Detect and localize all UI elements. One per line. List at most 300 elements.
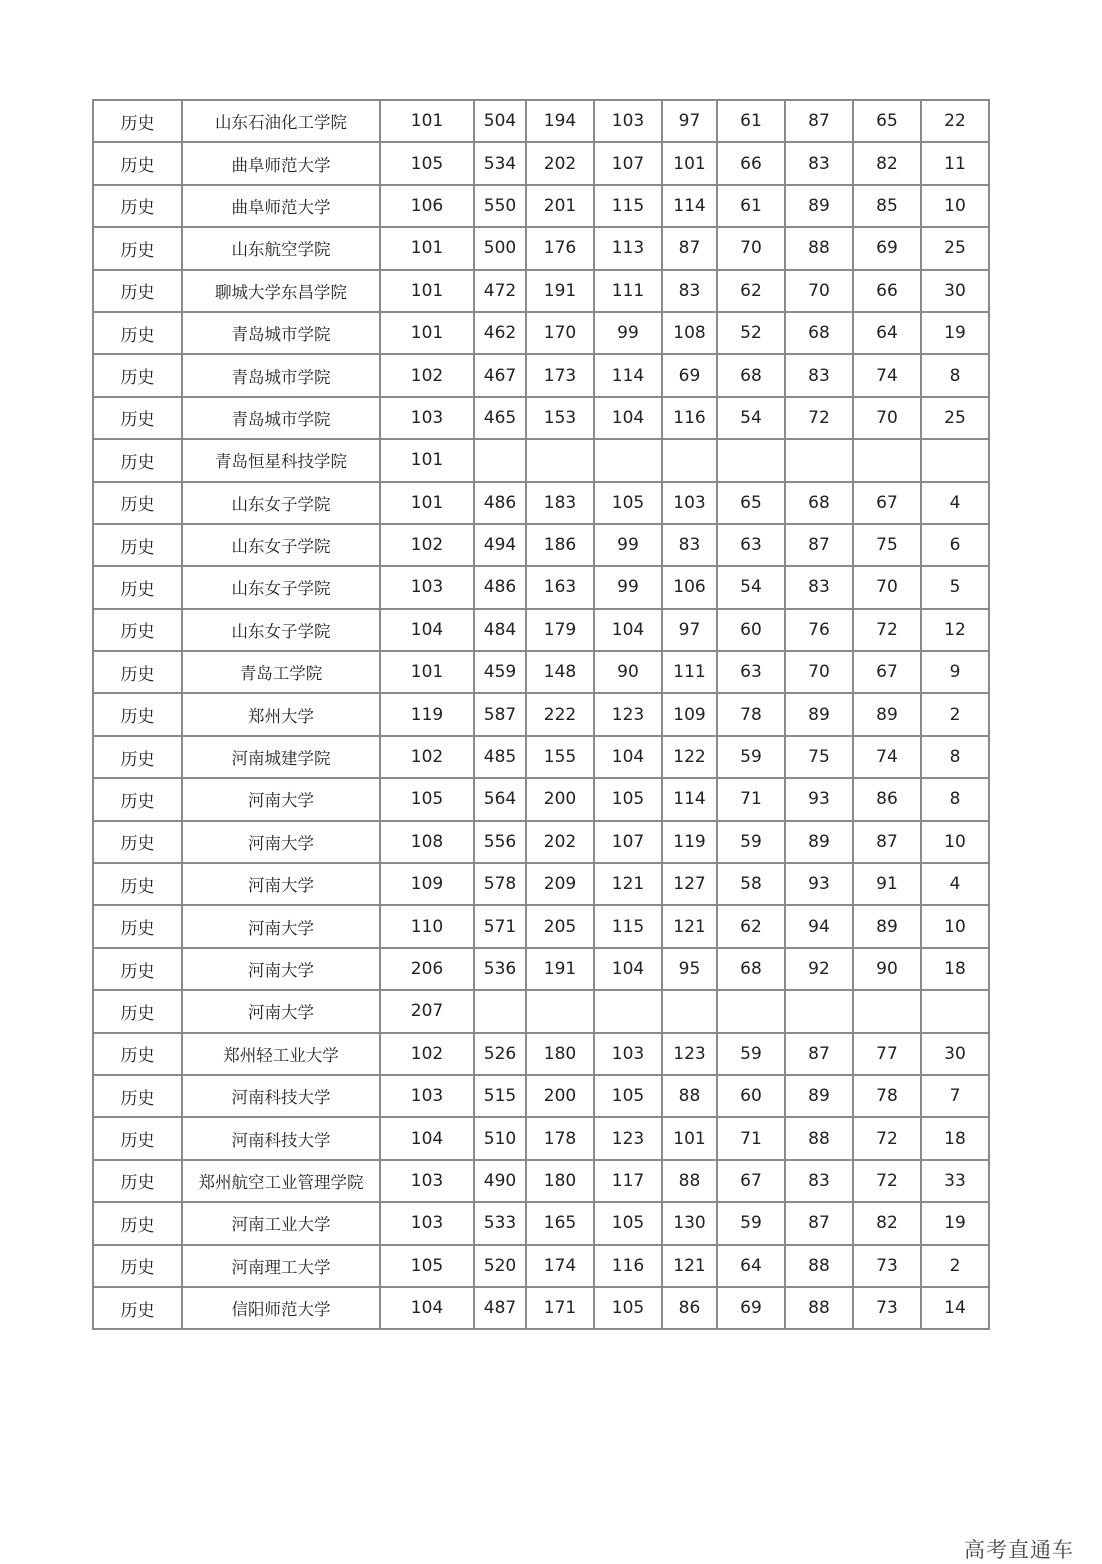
school-cell: 河南工业大学	[182, 1202, 380, 1244]
major-group-cell: 110	[380, 905, 474, 947]
score-cell: 88	[785, 227, 853, 269]
subject-cell: 历史	[93, 778, 182, 820]
score-cell: 10	[921, 905, 989, 947]
major-group-cell: 104	[380, 1117, 474, 1159]
score-cell: 69	[853, 227, 921, 269]
subject-cell: 历史	[93, 397, 182, 439]
school-cell: 河南大学	[182, 990, 380, 1032]
table-row	[93, 1075, 989, 1117]
score-cell: 76	[785, 609, 853, 651]
score-cell	[717, 990, 785, 1032]
score-cell: 62	[717, 905, 785, 947]
subject-cell: 历史	[93, 1287, 182, 1329]
table-row	[93, 990, 989, 1032]
subject-cell: 历史	[93, 566, 182, 608]
table-row	[93, 651, 989, 693]
table-row	[93, 270, 989, 312]
major-group-cell: 103	[380, 1160, 474, 1202]
score-cell: 191	[526, 948, 594, 990]
score-cell: 70	[785, 651, 853, 693]
major-group-cell: 106	[380, 185, 474, 227]
score-cell: 59	[717, 736, 785, 778]
school-cell: 山东航空学院	[182, 227, 380, 269]
score-cell: 123	[662, 1033, 717, 1075]
score-cell: 115	[594, 185, 662, 227]
school-cell: 河南理工大学	[182, 1245, 380, 1287]
score-cell: 88	[785, 1117, 853, 1159]
score-cell: 95	[662, 948, 717, 990]
school-cell: 信阳师范大学	[182, 1287, 380, 1329]
score-cell	[526, 439, 594, 481]
score-cell: 2	[921, 1245, 989, 1287]
score-cell: 119	[662, 821, 717, 863]
score-cell: 114	[662, 185, 717, 227]
score-cell: 75	[853, 524, 921, 566]
score-cell: 485	[474, 736, 526, 778]
score-cell: 70	[717, 227, 785, 269]
school-cell: 曲阜师范大学	[182, 185, 380, 227]
score-cell: 578	[474, 863, 526, 905]
score-cell: 93	[785, 778, 853, 820]
score-cell: 83	[785, 1160, 853, 1202]
major-group-cell: 105	[380, 778, 474, 820]
score-cell: 108	[662, 312, 717, 354]
subject-cell: 历史	[93, 863, 182, 905]
table-row	[93, 736, 989, 778]
school-cell: 山东女子学院	[182, 482, 380, 524]
score-cell: 4	[921, 482, 989, 524]
table-row	[93, 609, 989, 651]
score-cell: 105	[594, 1202, 662, 1244]
subject-cell: 历史	[93, 948, 182, 990]
school-cell: 山东石油化工学院	[182, 100, 380, 142]
score-cell: 99	[594, 566, 662, 608]
score-cell: 72	[853, 1117, 921, 1159]
score-cell: 186	[526, 524, 594, 566]
score-cell: 10	[921, 185, 989, 227]
score-cell: 83	[785, 142, 853, 184]
score-cell: 486	[474, 482, 526, 524]
score-cell: 18	[921, 1117, 989, 1159]
score-cell: 14	[921, 1287, 989, 1329]
score-cell	[526, 990, 594, 1032]
score-cell: 494	[474, 524, 526, 566]
score-cell: 58	[717, 863, 785, 905]
subject-cell: 历史	[93, 439, 182, 481]
score-cell: 69	[662, 354, 717, 396]
subject-cell: 历史	[93, 1160, 182, 1202]
score-cell: 117	[594, 1160, 662, 1202]
school-cell: 河南大学	[182, 905, 380, 947]
score-cell: 68	[785, 312, 853, 354]
score-cell: 89	[785, 1075, 853, 1117]
score-cell: 89	[853, 693, 921, 735]
school-cell: 青岛恒星科技学院	[182, 439, 380, 481]
score-cell: 61	[717, 100, 785, 142]
score-cell: 123	[594, 1117, 662, 1159]
major-group-cell: 105	[380, 142, 474, 184]
score-cell: 67	[717, 1160, 785, 1202]
score-cell: 510	[474, 1117, 526, 1159]
score-cell: 68	[717, 948, 785, 990]
score-cell: 173	[526, 354, 594, 396]
score-cell: 90	[853, 948, 921, 990]
score-cell: 467	[474, 354, 526, 396]
score-cell: 111	[594, 270, 662, 312]
school-cell: 郑州航空工业管理学院	[182, 1160, 380, 1202]
major-group-cell: 101	[380, 227, 474, 269]
score-cell: 121	[662, 1245, 717, 1287]
score-cell: 200	[526, 778, 594, 820]
table-row	[93, 185, 989, 227]
score-cell	[474, 439, 526, 481]
score-cell: 61	[717, 185, 785, 227]
score-cell: 179	[526, 609, 594, 651]
subject-cell: 历史	[93, 821, 182, 863]
major-group-cell: 101	[380, 100, 474, 142]
score-cell: 68	[785, 482, 853, 524]
score-cell: 178	[526, 1117, 594, 1159]
score-cell: 88	[785, 1287, 853, 1329]
score-cell: 87	[785, 1202, 853, 1244]
score-cell: 107	[594, 142, 662, 184]
table-row	[93, 482, 989, 524]
score-cell: 115	[594, 905, 662, 947]
score-cell: 174	[526, 1245, 594, 1287]
subject-cell: 历史	[93, 651, 182, 693]
score-cell: 587	[474, 693, 526, 735]
score-cell: 171	[526, 1287, 594, 1329]
subject-cell: 历史	[93, 312, 182, 354]
score-cell: 180	[526, 1033, 594, 1075]
score-cell: 165	[526, 1202, 594, 1244]
score-cell: 72	[853, 1160, 921, 1202]
score-cell: 550	[474, 185, 526, 227]
score-cell: 114	[594, 354, 662, 396]
score-cell: 82	[853, 1202, 921, 1244]
score-cell: 60	[717, 1075, 785, 1117]
school-cell: 河南大学	[182, 948, 380, 990]
score-cell: 67	[853, 482, 921, 524]
subject-cell: 历史	[93, 609, 182, 651]
score-cell: 86	[853, 778, 921, 820]
major-group-cell: 109	[380, 863, 474, 905]
score-cell: 153	[526, 397, 594, 439]
score-cell: 59	[717, 821, 785, 863]
score-cell: 526	[474, 1033, 526, 1075]
score-cell: 571	[474, 905, 526, 947]
score-cell	[853, 439, 921, 481]
school-cell: 河南大学	[182, 863, 380, 905]
score-cell: 205	[526, 905, 594, 947]
table-row	[93, 905, 989, 947]
score-cell: 459	[474, 651, 526, 693]
score-cell: 104	[594, 736, 662, 778]
score-cell: 59	[717, 1033, 785, 1075]
table-row	[93, 693, 989, 735]
score-cell: 72	[785, 397, 853, 439]
score-cell: 536	[474, 948, 526, 990]
score-cell: 19	[921, 1202, 989, 1244]
major-group-cell: 119	[380, 693, 474, 735]
score-cell: 202	[526, 821, 594, 863]
score-cell: 194	[526, 100, 594, 142]
score-cell: 116	[662, 397, 717, 439]
score-cell: 97	[662, 609, 717, 651]
score-cell: 515	[474, 1075, 526, 1117]
score-cell: 88	[662, 1160, 717, 1202]
score-cell: 4	[921, 863, 989, 905]
major-group-cell: 104	[380, 609, 474, 651]
table-row	[93, 821, 989, 863]
score-cell: 75	[785, 736, 853, 778]
score-cell: 89	[853, 905, 921, 947]
score-cell: 121	[594, 863, 662, 905]
major-group-cell: 101	[380, 439, 474, 481]
score-cell: 155	[526, 736, 594, 778]
subject-cell: 历史	[93, 185, 182, 227]
major-group-cell: 103	[380, 397, 474, 439]
major-group-cell: 101	[380, 270, 474, 312]
score-cell: 87	[853, 821, 921, 863]
score-cell: 88	[662, 1075, 717, 1117]
score-cell: 6	[921, 524, 989, 566]
score-cell: 99	[594, 524, 662, 566]
school-cell: 河南大学	[182, 778, 380, 820]
score-cell: 122	[662, 736, 717, 778]
score-cell: 91	[853, 863, 921, 905]
score-cell: 7	[921, 1075, 989, 1117]
subject-cell: 历史	[93, 482, 182, 524]
major-group-cell: 101	[380, 312, 474, 354]
score-cell: 202	[526, 142, 594, 184]
score-cell: 90	[594, 651, 662, 693]
score-cell: 8	[921, 354, 989, 396]
score-cell: 2	[921, 693, 989, 735]
score-cell: 99	[594, 312, 662, 354]
score-cell: 11	[921, 142, 989, 184]
score-cell	[785, 439, 853, 481]
table-row	[93, 1160, 989, 1202]
score-cell: 130	[662, 1202, 717, 1244]
table-body	[93, 100, 989, 1329]
score-cell: 66	[853, 270, 921, 312]
score-cell: 64	[853, 312, 921, 354]
score-cell: 183	[526, 482, 594, 524]
major-group-cell: 108	[380, 821, 474, 863]
score-cell: 487	[474, 1287, 526, 1329]
score-cell: 30	[921, 270, 989, 312]
score-table	[92, 99, 990, 1330]
school-cell: 青岛工学院	[182, 651, 380, 693]
score-cell: 123	[594, 693, 662, 735]
score-cell: 148	[526, 651, 594, 693]
score-cell: 52	[717, 312, 785, 354]
score-cell: 520	[474, 1245, 526, 1287]
score-cell: 101	[662, 1117, 717, 1159]
subject-cell: 历史	[93, 736, 182, 778]
score-cell: 9	[921, 651, 989, 693]
major-group-cell: 105	[380, 1245, 474, 1287]
score-cell: 68	[717, 354, 785, 396]
score-cell: 5	[921, 566, 989, 608]
score-cell: 105	[594, 482, 662, 524]
score-cell: 209	[526, 863, 594, 905]
table-row	[93, 1033, 989, 1075]
score-cell	[717, 439, 785, 481]
major-group-cell: 101	[380, 482, 474, 524]
score-cell: 86	[662, 1287, 717, 1329]
score-cell: 71	[717, 1117, 785, 1159]
score-cell: 104	[594, 948, 662, 990]
table-row	[93, 863, 989, 905]
score-cell: 73	[853, 1245, 921, 1287]
major-group-cell: 206	[380, 948, 474, 990]
score-cell: 105	[594, 1075, 662, 1117]
score-cell: 62	[717, 270, 785, 312]
table-row	[93, 1117, 989, 1159]
score-cell: 33	[921, 1160, 989, 1202]
table-row	[93, 227, 989, 269]
subject-cell: 历史	[93, 142, 182, 184]
school-cell: 山东女子学院	[182, 609, 380, 651]
score-cell: 121	[662, 905, 717, 947]
score-cell: 87	[785, 524, 853, 566]
school-cell: 河南大学	[182, 821, 380, 863]
score-cell: 63	[717, 524, 785, 566]
score-cell: 69	[717, 1287, 785, 1329]
score-cell: 87	[785, 1033, 853, 1075]
table-row	[93, 142, 989, 184]
score-cell: 83	[662, 524, 717, 566]
score-cell: 88	[785, 1245, 853, 1287]
score-cell: 70	[785, 270, 853, 312]
school-cell: 河南科技大学	[182, 1075, 380, 1117]
score-cell: 222	[526, 693, 594, 735]
score-cell: 201	[526, 185, 594, 227]
table-row	[93, 100, 989, 142]
score-cell	[662, 990, 717, 1032]
score-cell: 103	[662, 482, 717, 524]
major-group-cell: 101	[380, 651, 474, 693]
score-cell: 19	[921, 312, 989, 354]
school-cell: 聊城大学东昌学院	[182, 270, 380, 312]
score-cell: 74	[853, 736, 921, 778]
score-cell: 111	[662, 651, 717, 693]
score-cell: 504	[474, 100, 526, 142]
score-cell: 97	[662, 100, 717, 142]
subject-cell: 历史	[93, 990, 182, 1032]
score-cell: 109	[662, 693, 717, 735]
score-cell: 25	[921, 397, 989, 439]
score-cell: 78	[853, 1075, 921, 1117]
score-cell: 484	[474, 609, 526, 651]
table-row	[93, 1202, 989, 1244]
score-cell: 94	[785, 905, 853, 947]
score-cell: 170	[526, 312, 594, 354]
score-cell: 564	[474, 778, 526, 820]
score-cell: 65	[717, 482, 785, 524]
score-cell: 73	[853, 1287, 921, 1329]
score-cell: 8	[921, 778, 989, 820]
score-cell	[662, 439, 717, 481]
score-cell: 127	[662, 863, 717, 905]
score-cell: 25	[921, 227, 989, 269]
major-group-cell: 103	[380, 1202, 474, 1244]
score-cell: 533	[474, 1202, 526, 1244]
score-cell: 191	[526, 270, 594, 312]
school-cell: 青岛城市学院	[182, 354, 380, 396]
school-cell: 郑州轻工业大学	[182, 1033, 380, 1075]
table-row	[93, 439, 989, 481]
score-cell: 107	[594, 821, 662, 863]
score-cell: 85	[853, 185, 921, 227]
school-cell: 曲阜师范大学	[182, 142, 380, 184]
score-cell	[921, 439, 989, 481]
major-group-cell: 102	[380, 736, 474, 778]
score-cell: 65	[853, 100, 921, 142]
school-cell: 山东女子学院	[182, 524, 380, 566]
score-cell: 472	[474, 270, 526, 312]
school-cell: 青岛城市学院	[182, 397, 380, 439]
subject-cell: 历史	[93, 1033, 182, 1075]
school-cell: 河南城建学院	[182, 736, 380, 778]
score-cell: 66	[717, 142, 785, 184]
subject-cell: 历史	[93, 227, 182, 269]
major-group-cell: 103	[380, 1075, 474, 1117]
score-cell: 116	[594, 1245, 662, 1287]
score-cell: 465	[474, 397, 526, 439]
score-cell: 490	[474, 1160, 526, 1202]
subject-cell: 历史	[93, 1117, 182, 1159]
score-cell: 64	[717, 1245, 785, 1287]
major-group-cell: 207	[380, 990, 474, 1032]
score-cell	[921, 990, 989, 1032]
table-row	[93, 397, 989, 439]
subject-cell: 历史	[93, 354, 182, 396]
major-group-cell: 102	[380, 354, 474, 396]
score-cell: 83	[785, 566, 853, 608]
score-cell	[853, 990, 921, 1032]
score-cell: 83	[785, 354, 853, 396]
subject-cell: 历史	[93, 693, 182, 735]
score-cell: 83	[662, 270, 717, 312]
score-cell	[474, 990, 526, 1032]
score-cell: 74	[853, 354, 921, 396]
score-cell: 462	[474, 312, 526, 354]
score-cell: 22	[921, 100, 989, 142]
score-cell: 70	[853, 397, 921, 439]
score-cell: 103	[594, 100, 662, 142]
subject-cell: 历史	[93, 1202, 182, 1244]
score-cell	[785, 990, 853, 1032]
table-row	[93, 524, 989, 566]
score-cell: 70	[853, 566, 921, 608]
score-cell: 500	[474, 227, 526, 269]
score-cell: 104	[594, 609, 662, 651]
score-cell: 67	[853, 651, 921, 693]
score-cell: 54	[717, 397, 785, 439]
school-cell: 青岛城市学院	[182, 312, 380, 354]
watermark-text: 高考直通车	[964, 1538, 1074, 1562]
subject-cell: 历史	[93, 1075, 182, 1117]
score-cell: 8	[921, 736, 989, 778]
subject-cell: 历史	[93, 524, 182, 566]
subject-cell: 历史	[93, 100, 182, 142]
major-group-cell: 104	[380, 1287, 474, 1329]
major-group-cell: 103	[380, 566, 474, 608]
score-cell: 93	[785, 863, 853, 905]
